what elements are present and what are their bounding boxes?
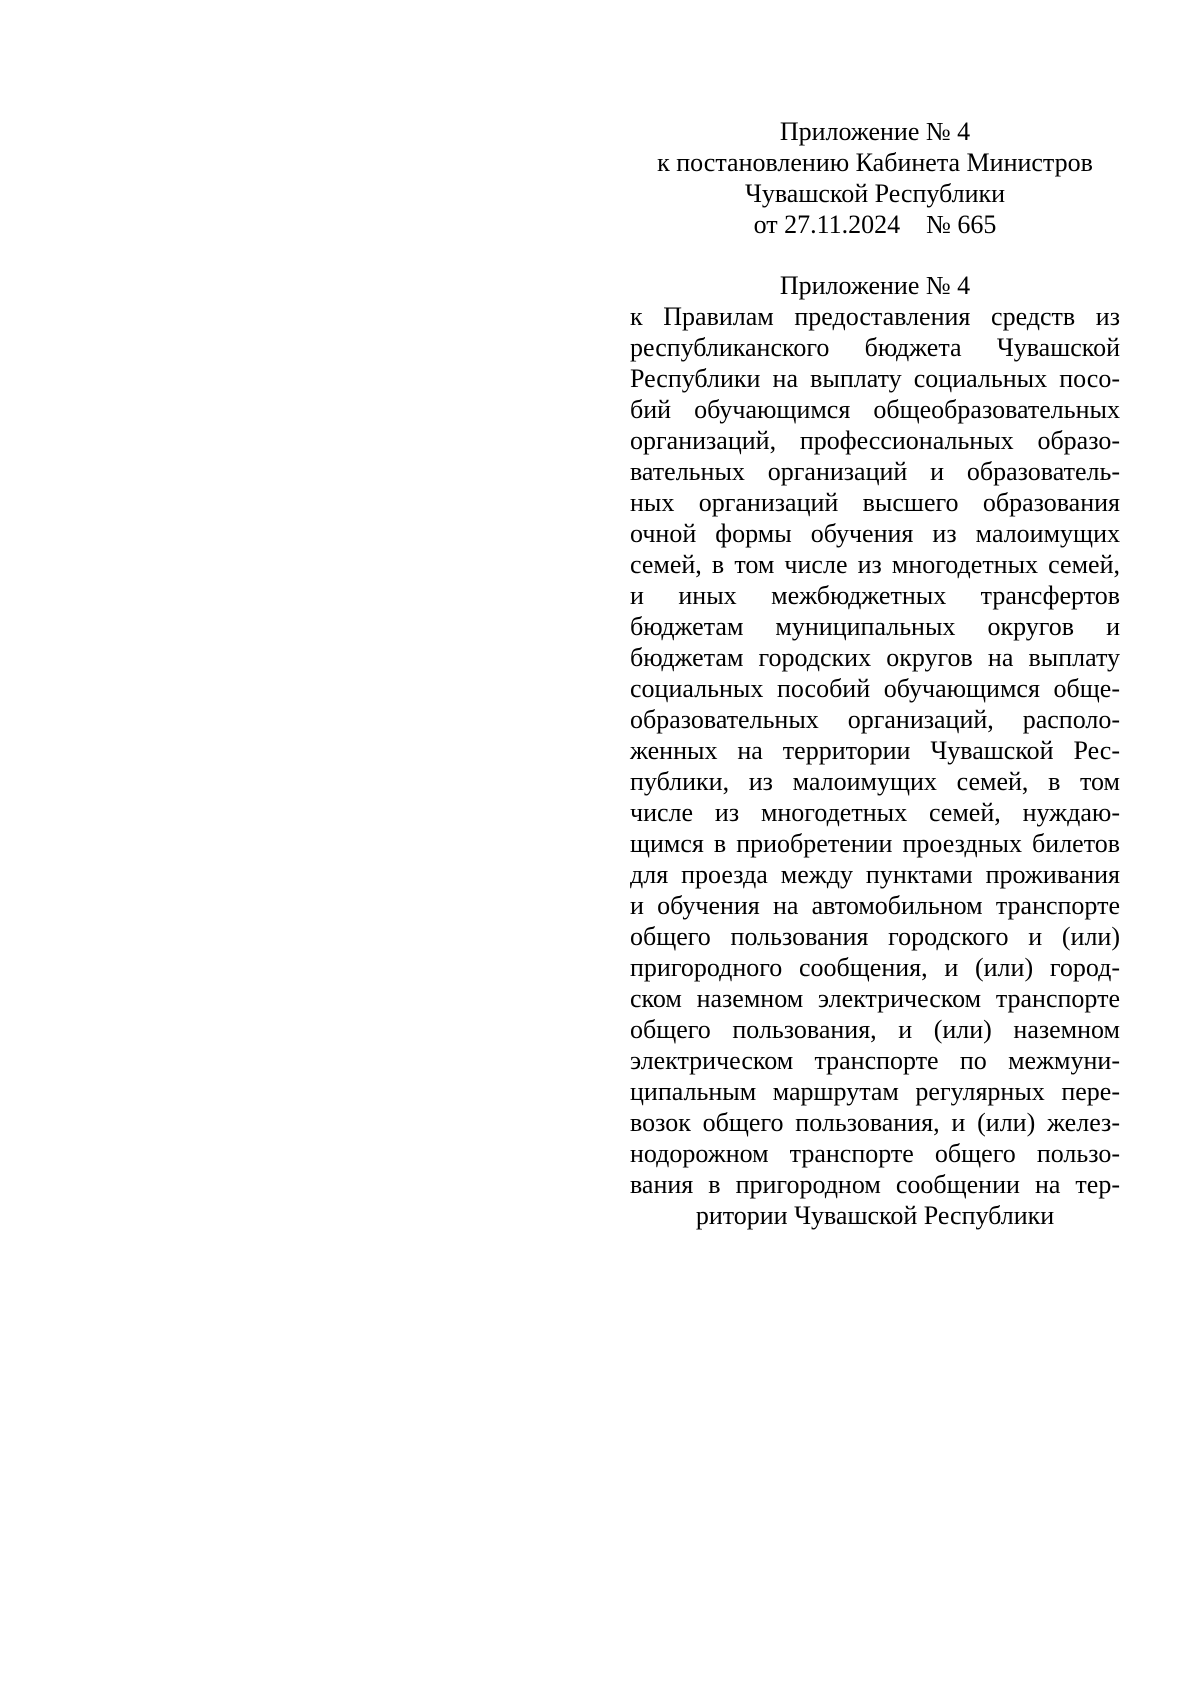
appendix-line: щимся в приобретении проездных билетов bbox=[630, 829, 1120, 858]
appendix-line: вания в пригородном сообщении на тер- bbox=[630, 1170, 1120, 1199]
appendix-line: организаций, профессиональных образо- bbox=[630, 426, 1120, 455]
appendix-line: для проезда между пунктами проживания bbox=[630, 860, 1120, 889]
appendix-line: Республики на выплату социальных посо- bbox=[630, 364, 1120, 393]
appendix-line: ском наземном электрическом транспорте bbox=[630, 984, 1120, 1013]
appendix-line: числе из многодетных семей, нуждаю- bbox=[630, 798, 1120, 827]
appendix-line: и иных межбюджетных трансфертов bbox=[630, 581, 1120, 610]
header-line-date-number: от 27.11.2024 № 665 bbox=[753, 210, 997, 239]
appendix-line: бюджетам городских округов на выплату bbox=[630, 643, 1120, 672]
rules-appendix-header bbox=[630, 270, 1120, 1231]
appendix-line: общего пользования, и (или) наземном bbox=[630, 1015, 1120, 1044]
appendix-line: очной формы обучения из малоимущих bbox=[630, 519, 1120, 548]
appendix-line: ципальным маршрутам регулярных пере- bbox=[630, 1077, 1120, 1106]
appendix-line: образовательных организаций, располо- bbox=[630, 705, 1120, 734]
appendix-line: публики, из малоимущих семей, в том bbox=[630, 767, 1120, 796]
appendix-line: республиканского бюджета Чувашской bbox=[630, 333, 1120, 362]
appendix-line: семей, в том числе из многодетных семей, bbox=[630, 550, 1120, 579]
appendix-line: к Правилам предоставления средств из bbox=[630, 302, 1120, 331]
appendix-line: женных на территории Чувашской Рес- bbox=[630, 736, 1120, 765]
appendix-line: нодорожном транспорте общего пользо- bbox=[630, 1139, 1120, 1168]
appendix-line: пригородного сообщения, и (или) город- bbox=[630, 953, 1120, 982]
appendix-line: электрическом транспорте по межмуни- bbox=[630, 1046, 1120, 1075]
appendix-line: возок общего пользования, и (или) желез- bbox=[630, 1108, 1120, 1137]
appendix-line: ных организаций высшего образования bbox=[630, 488, 1120, 517]
appendix-line: общего пользования городского и (или) bbox=[630, 922, 1120, 951]
appendix-line: социальных пособий обучающимся обще- bbox=[630, 674, 1120, 703]
appendix-line: и обучения на автомобильном транспорте bbox=[630, 891, 1120, 920]
resolution-appendix-header bbox=[630, 116, 1120, 240]
appendix-line: вательных организаций и образователь- bbox=[630, 457, 1120, 486]
header-line-1: Приложение № 4 bbox=[779, 117, 971, 146]
appendix-last-line: ритории Чувашской Республики bbox=[695, 1201, 1055, 1230]
appendix-title: Приложение № 4 bbox=[779, 271, 971, 300]
header-line-2: к постановлению Кабинета Министров bbox=[657, 148, 1093, 177]
header-line-3: Чувашской Республики bbox=[744, 179, 1006, 208]
appendix-line: бюджетам муниципальных округов и bbox=[630, 612, 1120, 641]
appendix-line: бий обучающимся общеобразовательных bbox=[630, 395, 1120, 424]
